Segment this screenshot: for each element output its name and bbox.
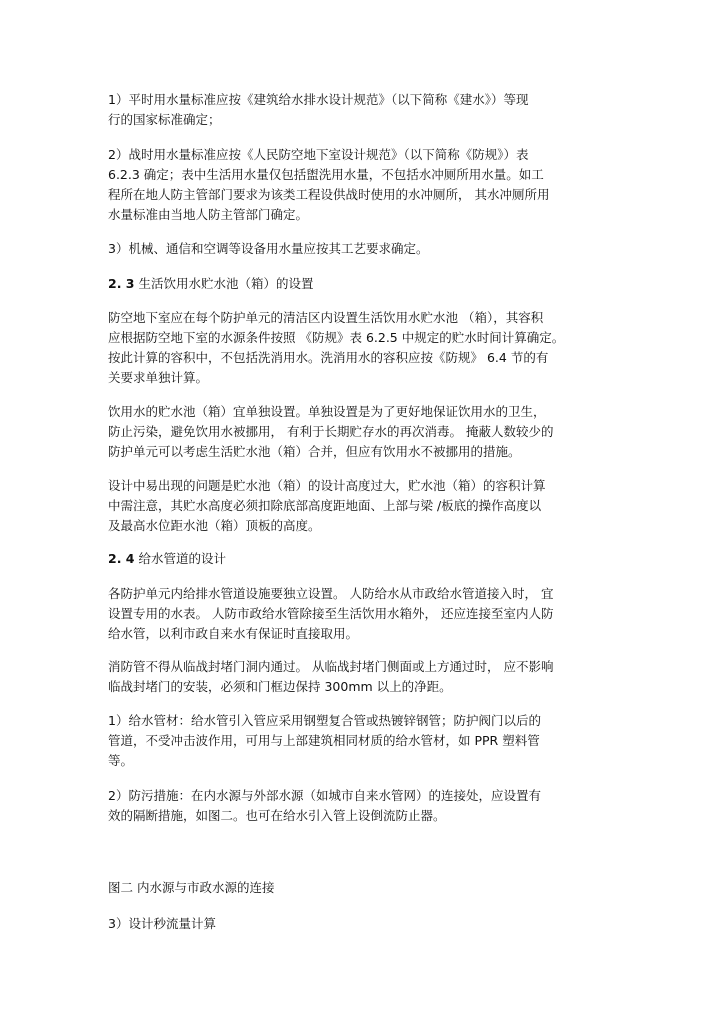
paragraph-design-issues [108, 476, 623, 536]
section-heading-2-4 [108, 549, 226, 569]
text-line: 管道，不受冲击波作用，可用与上部建筑相同材质的给水管材，如 PPR 塑料管 [108, 733, 540, 748]
text-line: 2）防污措施：在内水源与外部水源（如城市自来水管网）的连接处，应设置有 [108, 788, 541, 803]
section-title: 生活饮用水贮水池（箱）的设置 [138, 276, 314, 291]
paragraph-wartime-water-standard [108, 145, 623, 225]
section-number: 2. 3 [108, 276, 135, 291]
paragraph-storage-tank-setup [108, 308, 623, 388]
text-line: 各防护单元内给排水管道设施要独立设置。 人防给水从市政给水管道接入时， 宜 [108, 586, 554, 601]
paragraph-equipment-water [108, 239, 623, 259]
text-line: 中需注意，其贮水高度必须扣除底部高度距地面、上部与梁 /板底的操作高度以 [108, 498, 542, 513]
figure-caption [108, 878, 623, 898]
text-line: 图二 内水源与市政水源的连接 [108, 880, 275, 895]
paragraph-fire-pipe [108, 657, 623, 697]
text-line: 3）机械、通信和空调等设备用水量应按其工艺要求确定。 [108, 241, 429, 256]
text-line: 1）给水管材：给水管引入管应采用钢塑复合管或热镀锌钢管；防护阀门以后的 [108, 713, 541, 728]
text-line: 程所在地人防主管部门要求为该类工程设供战时使用的水冲厕所， 其水冲厕所用 [108, 187, 550, 202]
paragraph-design-flow [108, 914, 623, 934]
paragraph-peacetime-water-standard [108, 90, 623, 130]
text-line: 等。 [108, 753, 134, 768]
section-number: 2. 4 [108, 551, 135, 566]
text-line: 设计中易出现的问题是贮水池（箱）的设计高度过大，贮水池（箱）的容积计算 [108, 478, 546, 493]
paragraph-separate-tank [108, 402, 623, 462]
paragraph-pipe-material [108, 711, 623, 771]
text-line: 防空地下室应在每个防护单元的清洁区内设置生活饮用水贮水池 （箱），其容积 [108, 310, 544, 325]
paragraph-pipe-independence [108, 584, 623, 644]
text-line: 及最高水位距水池（箱）顶板的高度。 [108, 518, 321, 533]
text-line: 按此计算的容积中，不包括洗消用水。洗消用水的容积应按《防规》 6.4 节的有 [108, 350, 549, 365]
text-line: 防护单元可以考虑生活贮水池（箱）合并，但应有饮用水不被挪用的措施。 [108, 444, 521, 459]
text-line: 设置专用的水表。 人防市政给水管除接至生活饮用水箱外， 还应连接至室内人防 [108, 606, 554, 621]
text-line: 给水管，以利市政自来水有保证时直接取用。 [108, 626, 359, 641]
text-line: 6.2.3 确定；表中生活用水量仅包括盥洗用水量，不包括水冲厕所用水量。如工 [108, 167, 544, 182]
text-line: 2）战时用水量标准应按《人民防空地下室设计规范》（以下简称《防规》）表 [108, 147, 529, 162]
text-line: 临战封堵门的安装，必须和门框边保持 300mm 以上的净距。 [108, 679, 452, 694]
text-line: 1）平时用水量标准应按《建筑给水排水设计规范》（以下简称《建水》）等现 [108, 92, 529, 107]
text-line: 水量标准由当地人防主管部门确定。 [108, 207, 309, 222]
text-line: 饮用水的贮水池（箱）宜单独设置。单独设置是为了更好地保证饮用水的卫生， [108, 404, 546, 419]
paragraph-contamination-prevention [108, 786, 623, 826]
text-line: 消防管不得从临战封堵门洞内通过。 从临战封堵门侧面或上方通过时， 应不影响 [108, 659, 554, 674]
text-line: 防止污染，避免饮用水被挪用， 有利于长期贮存水的再次消毒。 掩蔽人数较少的 [108, 424, 554, 439]
text-line: 行的国家标准确定； [108, 112, 221, 127]
text-line: 关要求单独计算。 [108, 370, 209, 385]
text-line: 3）设计秒流量计算 [108, 916, 216, 931]
section-title: 给水管道的设计 [138, 551, 226, 566]
text-line: 应根据防空地下室的水源条件按照 《防规》表 6.2.5 中规定的贮水时间计算确定。 [108, 330, 565, 345]
text-line: 效的隔断措施，如图二。也可在给水引入管上设倒流防止器。 [108, 808, 446, 823]
section-heading-2-3 [108, 274, 314, 294]
